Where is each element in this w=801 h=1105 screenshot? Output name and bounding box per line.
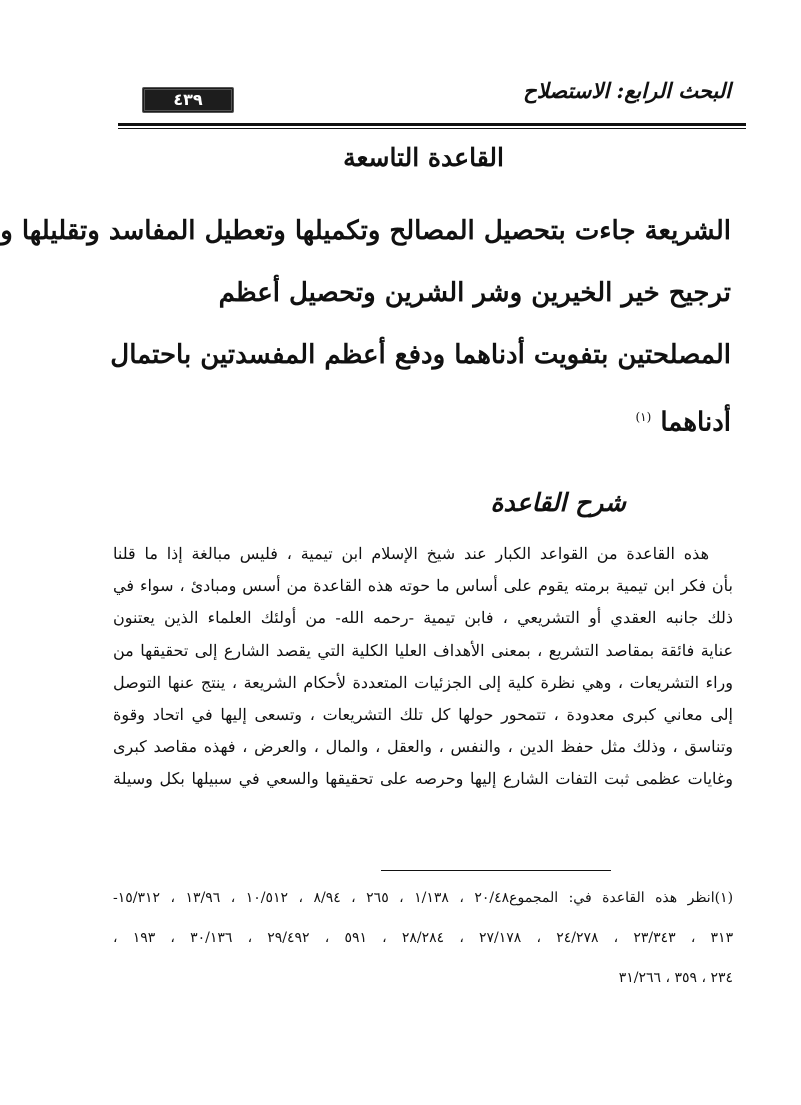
body-line: وتناسق ، وذلك مثل حفظ الدين ، والنفس ، والعقل ، والمال ، والعرض ، فهذه مقاصد كبرى xyxy=(113,737,733,757)
footnote-separator xyxy=(381,870,611,871)
rule-title-line: المصلحتين بتفويت أدناهما ودفع أعظم المفسدتين باحتمال xyxy=(110,340,731,370)
rule-title-last-text: أدناهما xyxy=(660,407,731,438)
footnote-line: ٣١٣ ، ٢٣/٣٤٣ ، ٢٤/٢٧٨ ، ٢٧/١٧٨ ، ٢٨/٢٨٤ ، ٥٩١ ، ٢٩/٤٩٢ ، ٣٠/١٣٦ ، ١٩٣ ، xyxy=(113,930,734,946)
footnote-line: ٢٣٤ ، ٣٥٩ ، ٣١/٢٦٦ xyxy=(618,970,733,986)
body-line: عناية فائقة بمقاصد التشريع ، بمعنى الأهداف العليا الكلية التي يقصد الشارع إلى تحقيقها من xyxy=(113,640,734,660)
rule-number-heading: القاعدة التاسعة xyxy=(343,143,504,172)
body-paragraph xyxy=(113,538,733,796)
body-line: إلى معاني كبرى معدودة ، تتمحور حولها كل تلك التشريعات ، وتسعى إليها في اتحاد وقوة xyxy=(113,705,733,725)
page-number-badge: ٤٣٩ xyxy=(142,87,234,113)
rule-title xyxy=(0,200,731,454)
rule-title-line: ترجيح خير الخيرين وشر الشرين وتحصيل أعظم xyxy=(218,278,731,308)
running-header-title: البحث الرابع: الاستصلاح xyxy=(523,78,731,103)
header-rule-thin xyxy=(118,128,746,129)
body-line: هذه القاعدة من القواعد الكبار عند شيخ الإسلام ابن تيمية ، فليس مبالغة إذا ما قلنا xyxy=(113,544,709,563)
body-line: وراء التشريعات ، وهي نظرة كلية إلى الجزئيات المتعددة لأحكام الشريعة ، ينتج عنها التوصل xyxy=(113,672,734,692)
footnote-line: (١)انظر هذه القاعدة في: المجموع٢٠/٤٨ ، ١/١٣٨ ، ٢٦٥ ، ٨/٩٤ ، ١٠/٥١٢ ، ١٣/٩٦ ، ١٥/٣١٢- xyxy=(113,890,734,906)
body-line: وغايات عظمى ثبت التفات الشارع إليها وحرصه على تحقيقها والسعي في سبيلها بكل وسيلة xyxy=(113,769,733,789)
rule-title-line-last xyxy=(116,386,731,454)
rule-title-line: الشريعة جاءت بتحصيل المصالح وتكميلها وتعطيل المفاسد وتقليلها و xyxy=(0,216,731,246)
body-line: ذلك جانبه العقدي أو التشريعي ، فابن تيمية -رحمه الله- من أولئك العلماء الذين يعتنون xyxy=(113,608,733,628)
section-heading: شرح القاعدة xyxy=(490,488,626,517)
footnote xyxy=(113,878,733,998)
footnote-marker: (١) xyxy=(635,410,652,424)
header-rule xyxy=(118,123,746,126)
body-line: بأن فكر ابن تيمية برمته يقوم على أساس ما حوته هذه القاعدة من أسس ومبادئ ، سواء في xyxy=(113,576,734,596)
